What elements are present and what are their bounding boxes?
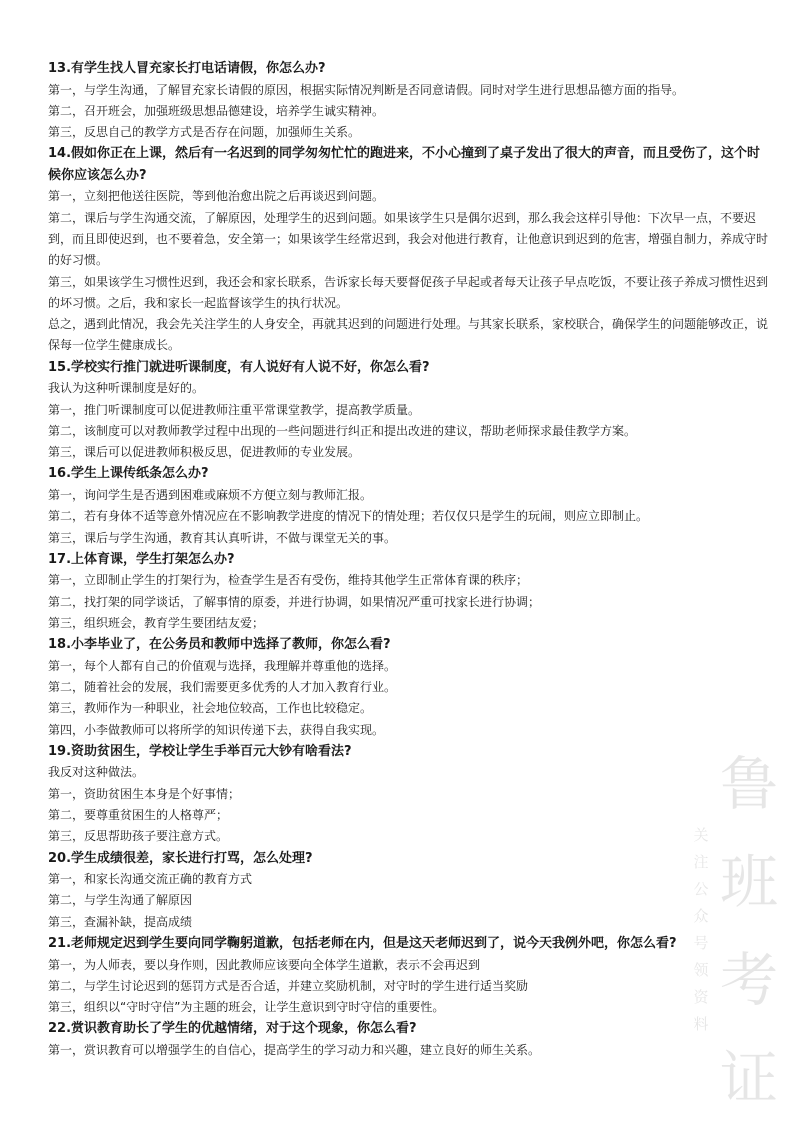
question-block: [48, 58, 768, 143]
answer-line: 第三，如果该学生习惯性迟到，我还会和家长联系，告诉家长每天要督促孩子早起或者每天让孩子早点吃饭，不要让孩子养成习惯性迟到的坏习惯。之后，我和家长一起监督该学生的执行状况。: [48, 274, 769, 310]
answer-line: 第二，找打架的同学谈话，了解事情的原委，并进行协调，如果情况严重可找家长进行协调；: [48, 594, 541, 609]
question-block: [48, 143, 768, 356]
question-block: [48, 463, 768, 548]
answer-line: 第二，要尊重贫困生的人格尊严；: [48, 808, 229, 823]
watermark-brand: [714, 735, 784, 1127]
answer-line: 第三，组织班会，教育学生要团结友爱；: [48, 615, 265, 630]
question-block: [48, 357, 768, 464]
watermark-char: 注: [693, 853, 709, 871]
answer-line: 第二，随着社会的发展，我们需要更多优秀的人才加入教育行业。: [48, 680, 397, 695]
question-heading: 21.老师规定迟到学生要向同学鞠躬道歉，包括老师在内，但是这天老师迟到了，说今天我例外吧，你怎么看?: [48, 936, 677, 951]
answer-line: 第二，与学生沟通了解原因: [48, 893, 193, 908]
answer-line: 第一，推门听课制度可以促进教师注重平常课堂教学，提高教学质量。: [48, 402, 421, 417]
watermark-char: 考: [719, 946, 778, 1014]
answer-line: 第一，和家长沟通交流正确的教育方式: [48, 872, 253, 887]
answer-line: 第二，若有身体不适等意外情况应在不影响教学进度的情况下的情处理；若仅仅只是学生的玩闹，则应立即制止。: [48, 509, 649, 524]
document-body: [48, 58, 768, 1061]
answer-line: 第三，反思自己的教学方式是否存在问题，加强师生关系。: [48, 125, 361, 140]
watermark-char: 证: [719, 1044, 778, 1112]
answer-line: 第二，与学生讨论迟到的惩罚方式是否合适，并建立奖励机制，对守时的学生进行适当奖励: [48, 978, 529, 993]
watermark-char: 公: [693, 880, 709, 898]
watermark-char: 料: [693, 1015, 709, 1033]
answer-line: 第三，组织以“守时守信”为主题的班会，让学生意识到守时守信的重要性。: [48, 1000, 445, 1015]
watermark-subtitle: [690, 822, 712, 1038]
watermark-char: 领: [693, 961, 709, 979]
question-heading: 18.小李毕业了，在公务员和教师中选择了教师，你怎么看?: [48, 637, 391, 653]
answer-line: 第二，该制度可以对教师教学过程中出现的一些问题进行纠正和提出改进的建议，帮助老师探求最佳教学方案。: [48, 423, 637, 438]
answer-line: 第二，课后与学生沟通交流，了解原因，处理学生的迟到问题。如果该学生只是偶尔迟到，那么我会这样引导他：下次早一点，不要迟到，而且即使迟到，也不要着急，安全第一；如果该学生经常迟到，我会对他进行教育，让他意识到迟到的危害，增强自制力，养成守时的好习惯。: [48, 210, 769, 268]
answer-line: 第一，每个人都有自己的价值观与选择，我理解并尊重他的选择。: [48, 658, 397, 673]
question-block: [48, 634, 768, 741]
answer-line: 第一，资助贫困生本身是个好事情；: [48, 786, 241, 801]
question-heading: 15.学校实行推门就进听课制度，有人说好有人说不好，你怎么看?: [48, 359, 430, 375]
answer-line: 第三，教师作为一种职业，社会地位较高，工作也比较稳定。: [48, 701, 373, 716]
question-heading: 19.资助贫困生，学校让学生手举百元大钞有啥看法?: [48, 743, 352, 759]
question-block: [48, 549, 768, 634]
answer-line: 第三，查漏补缺，提高成绩: [48, 914, 193, 929]
answer-line: 第一，立刻把他送往医院，等到他治愈出院之后再谈迟到问题。: [48, 189, 385, 204]
answer-line: 第一，为人师表，要以身作则，因此教师应该要向全体学生道歉，表示不会再迟到: [48, 957, 481, 972]
answer-line: 第三，反思帮助孩子要注意方式。: [48, 829, 229, 844]
watermark-char: 关: [693, 826, 709, 844]
answer-line: 第四，小李做教师可以将所学的知识传递下去，获得自我实现。: [48, 722, 385, 737]
answer-line: 我反对这种做法。: [48, 765, 145, 780]
watermark-char: 号: [693, 934, 709, 952]
question-heading: 17.上体育课，学生打架怎么办?: [48, 551, 235, 567]
answer-line: 第三，课后可以促进教师积极反思，促进教师的专业发展。: [48, 445, 361, 460]
answer-line: 我认为这种听课制度是好的。: [48, 381, 205, 396]
answer-line: 第一，与学生沟通，了解冒充家长请假的原因，根据实际情况判断是否同意请假。同时对学生进行思想品德方面的指导。: [48, 82, 685, 97]
question-heading: 20.学生成绩很差，家长进行打骂，怎么处理?: [48, 850, 313, 866]
answer-line: 第一，询问学生是否遇到困难或麻烦不方便立刻与教师汇报。: [48, 487, 373, 502]
watermark-char: 资: [693, 988, 709, 1006]
watermark-char: 众: [693, 907, 709, 925]
question-block: [48, 933, 768, 1018]
question-heading: 13.有学生找人冒充家长打电话请假，你怎么办?: [48, 61, 326, 76]
answer-line: 第二，召开班会，加强班级思想品德建设，培养学生诚实精神。: [48, 103, 385, 118]
answer-line: 第一，赏识教育可以增强学生的自信心，提高学生的学习动力和兴趣，建立良好的师生关系。: [48, 1042, 541, 1057]
question-heading: 16.学生上课传纸条怎么办?: [48, 466, 209, 482]
answer-line: 总之，遇到此情况，我会先关注学生的人身安全，再就其迟到的问题进行处理。与其家长联系，家校联合，确保学生的问题能够改正，说保每一位学生健康成长。: [48, 317, 769, 353]
watermark-char: 班: [719, 848, 778, 916]
question-block: [48, 1018, 768, 1061]
question-heading: 14.假如你正在上课，然后有一名迟到的同学匆匆忙忙的跑进来，不小心撞到了桌子发出了很大的声音，而且受伤了，这个时候你应该怎么办?: [48, 146, 761, 183]
question-block: [48, 741, 768, 848]
question-block: [48, 848, 768, 933]
answer-line: 第三，课后与学生沟通，教育其认真听讲，不做与课堂无关的事。: [48, 530, 397, 545]
watermark-char: 鲁: [719, 750, 778, 818]
answer-line: 第一，立即制止学生的打架行为，检查学生是否有受伤，维持其他学生正常体育课的秩序；: [48, 573, 529, 588]
question-heading: 22.赏识教育助长了学生的优越情绪，对于这个现象，你怎么看?: [48, 1021, 417, 1037]
